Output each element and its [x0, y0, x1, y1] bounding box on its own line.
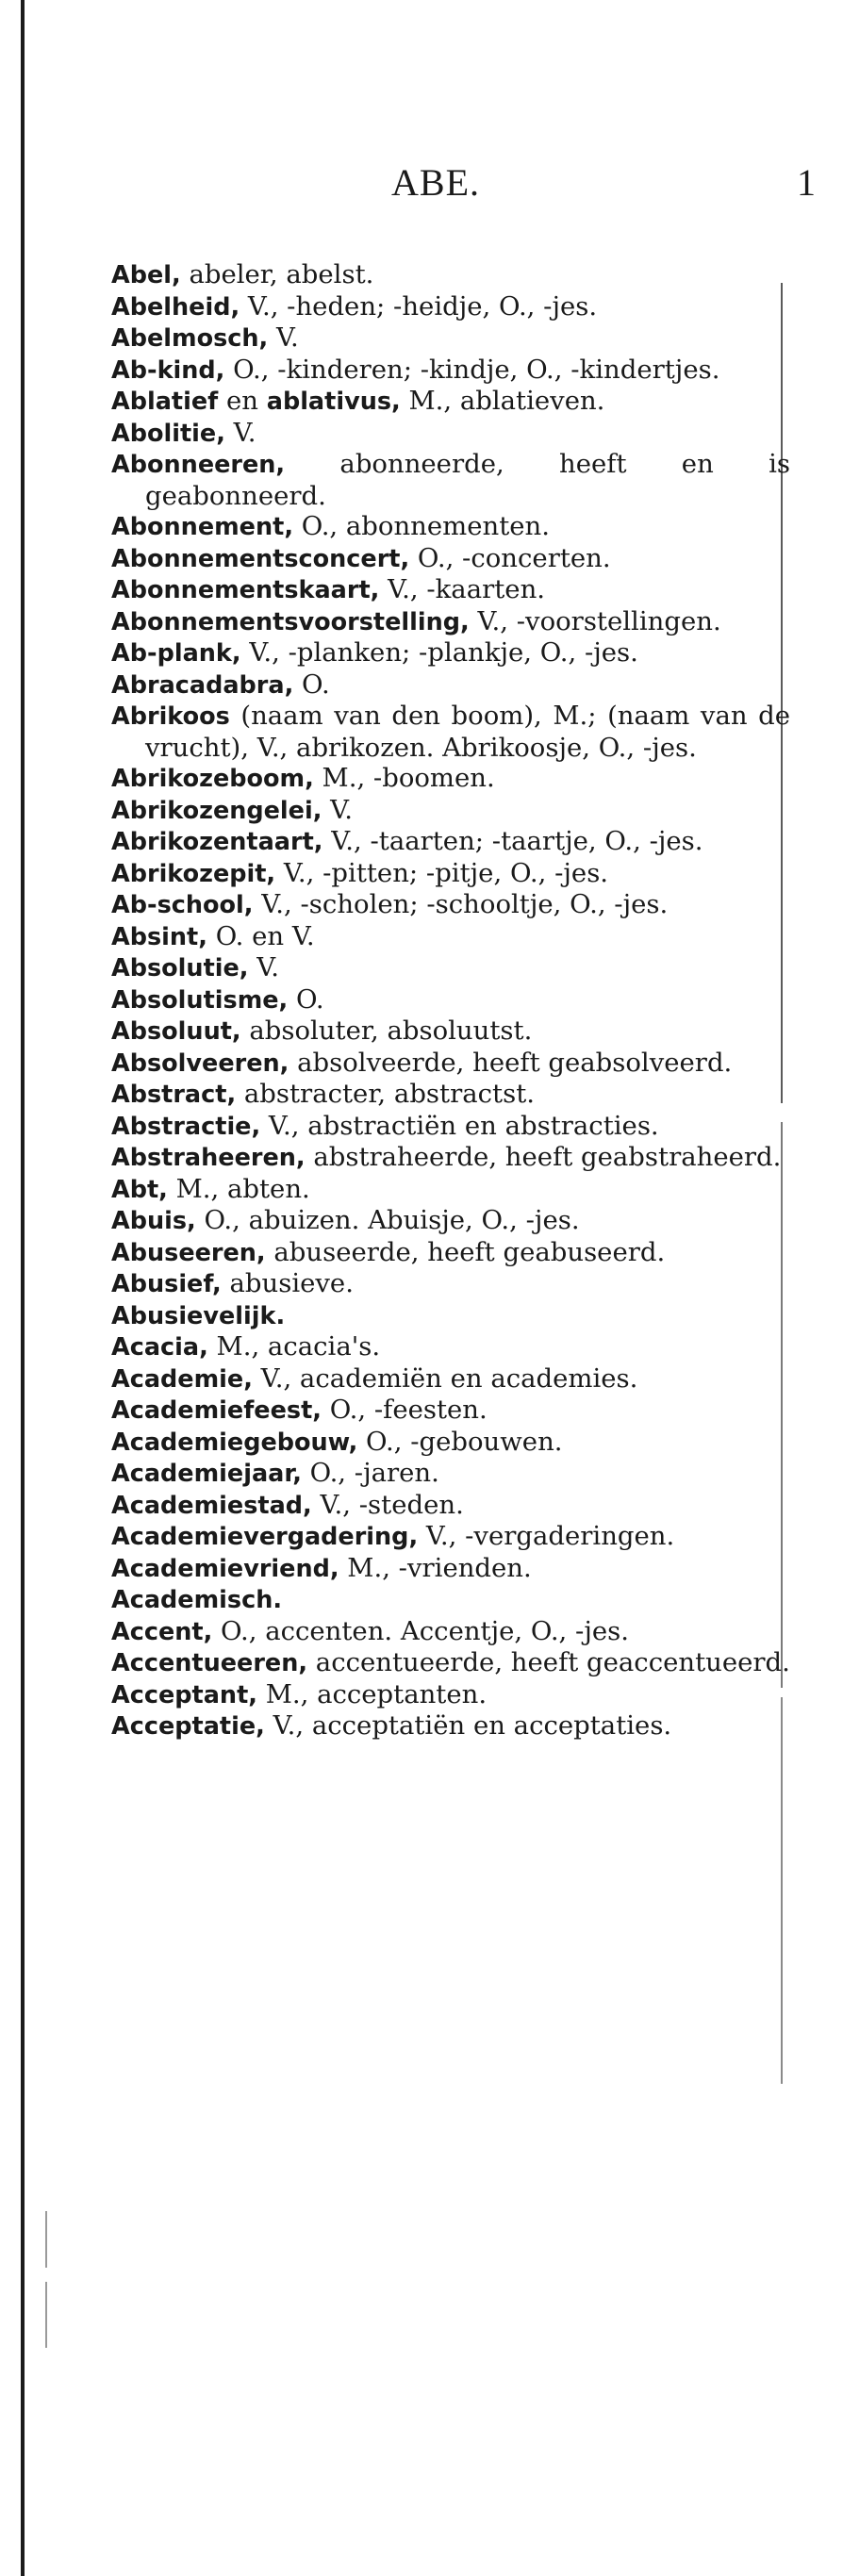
entry-definition: V.	[248, 952, 280, 983]
dictionary-entry	[111, 701, 790, 763]
entry-definition: O. en V.	[207, 920, 315, 951]
entry-definition: V., -taarten; -taartje, O., -jes.	[322, 826, 703, 856]
dictionary-entry	[111, 1616, 790, 1648]
scan-mark	[45, 2282, 47, 2348]
dictionary-entry	[111, 1205, 790, 1237]
entry-headword: Abusief,	[111, 1270, 222, 1298]
dictionary-entry	[111, 858, 790, 890]
entry-headword: Ab-plank,	[111, 639, 241, 668]
entry-definition: V., -voorstellingen.	[469, 605, 721, 636]
running-head: ABE.	[391, 161, 480, 204]
dictionary-entry	[111, 889, 790, 921]
dictionary-entry	[111, 669, 790, 702]
entry-headword: Ablatief	[111, 388, 219, 416]
entry-headword: Abelheid,	[111, 292, 240, 322]
entry-headword: Abrikozentaart,	[111, 828, 323, 856]
entry-headword: Abonnementsvoorstelling,	[111, 607, 470, 636]
dictionary-entry	[111, 795, 790, 827]
dictionary-entry	[111, 1584, 790, 1616]
entry-definition: abuseerde, heeft geabuseerd.	[265, 1236, 666, 1267]
dictionary-entry	[111, 418, 790, 450]
entry-headword: Abonnementsconcert,	[111, 544, 410, 573]
entry-headword: Abstraheeren,	[111, 1144, 306, 1172]
dictionary-entry	[111, 543, 790, 575]
entry-headword: Ab-school,	[111, 891, 254, 919]
dictionary-entry	[111, 1395, 790, 1427]
entry-definition: O., -kinderen; -kindje, O., -kindertjes.	[224, 354, 720, 385]
entry-definition: V., -vergaderingen.	[418, 1521, 675, 1551]
dictionary-entry	[111, 1647, 790, 1679]
entry-headword: ablativus,	[266, 388, 401, 416]
entry-definition: O., -jaren.	[301, 1458, 439, 1488]
entry-definition: V., academiën en academies.	[252, 1362, 638, 1394]
entry-headword: Abstract,	[111, 1081, 237, 1109]
entry-definition: V., -heden; -heidje, O., -jes.	[240, 290, 598, 322]
dictionary-entry	[111, 1237, 790, 1269]
dictionary-entry	[111, 1363, 790, 1395]
entry-definition: absolveerde, heeft geabsolveerd.	[289, 1047, 733, 1078]
entry-headword: Absolveeren,	[111, 1049, 289, 1078]
entry-definition: O.	[293, 669, 330, 700]
entry-headword: Acceptant,	[111, 1680, 257, 1709]
dictionary-entry	[111, 1142, 790, 1174]
dictionary-entry	[111, 984, 790, 1016]
entry-definition: en	[218, 386, 267, 416]
entry-headword: Abonnementskaart,	[111, 576, 380, 604]
entry-definition: O., abuizen. Abuisje, O., -jes.	[195, 1205, 580, 1235]
dictionary-entry	[111, 606, 790, 638]
dictionary-entry	[111, 1268, 790, 1300]
dictionary-entry	[111, 574, 790, 606]
entry-headword: Academiefeest,	[111, 1396, 322, 1425]
dictionary-entries	[111, 259, 790, 1742]
entry-definition: V., -planken; -plankje, O., -jes.	[240, 637, 638, 668]
dictionary-entry	[111, 1490, 790, 1522]
dictionary-entry	[111, 637, 790, 669]
entry-headword: Absint,	[111, 922, 207, 951]
entry-headword: Abusievelijk.	[111, 1301, 286, 1330]
dictionary-entry	[111, 1111, 790, 1143]
entry-headword: Absolutie,	[111, 954, 249, 983]
entry-definition: V.	[268, 322, 299, 353]
dictionary-entry	[111, 1710, 790, 1742]
dictionary-entry	[111, 1458, 790, 1490]
dictionary-entry	[111, 1679, 790, 1711]
entry-definition: O., accenten. Accentje, O., -jes.	[212, 1615, 629, 1646]
entry-headword: Acacia,	[111, 1333, 208, 1362]
dictionary-entry	[111, 322, 790, 355]
entry-definition: absoluter, absoluutst.	[240, 1016, 533, 1046]
dictionary-entry	[111, 1016, 790, 1048]
entry-definition: abstraheerde, heeft geabstraheerd.	[305, 1142, 782, 1172]
entry-headword: Academievergadering,	[111, 1523, 419, 1551]
entry-headword: Abrikozengelei,	[111, 796, 322, 825]
entry-headword: Accentueeren,	[111, 1649, 308, 1677]
entry-headword: Ab-kind,	[111, 355, 225, 385]
dictionary-entry	[111, 921, 790, 953]
entry-definition: M., -vrienden.	[339, 1552, 532, 1583]
dictionary-entry	[111, 826, 790, 858]
entry-headword: Abel,	[111, 261, 181, 289]
dictionary-entry	[111, 1553, 790, 1585]
entry-headword: Abrikozeboom,	[111, 765, 314, 793]
entry-definition: O., -concerten.	[409, 542, 611, 573]
dictionary-entry	[111, 291, 790, 323]
entry-definition: O., -feesten.	[321, 1395, 488, 1425]
right-margin-rule-bottom	[781, 1697, 783, 2084]
page-number: 1	[797, 161, 816, 204]
dictionary-entry	[111, 1048, 790, 1080]
entry-definition: O., -gebouwen.	[357, 1426, 563, 1457]
entry-headword: Abonneeren,	[111, 451, 286, 479]
dictionary-entry	[111, 449, 790, 511]
entry-definition: M., acacia's.	[207, 1331, 381, 1362]
entry-definition: abeler, abelst.	[180, 259, 374, 289]
entry-headword: Abonnement,	[111, 513, 294, 541]
entry-definition: V., acceptatiën en acceptaties.	[264, 1710, 672, 1741]
scan-mark	[45, 2211, 47, 2268]
entry-definition: V.	[224, 417, 256, 448]
entry-headword: Absolutisme,	[111, 985, 289, 1015]
entry-definition: V., abstractiën en abstracties.	[260, 1110, 659, 1141]
entry-headword: Absoluut,	[111, 1017, 241, 1046]
dictionary-entry	[111, 763, 790, 795]
entry-definition: M., acceptanten.	[256, 1678, 488, 1709]
entry-headword: Academiestad,	[111, 1491, 312, 1520]
entry-headword: Abolitie,	[111, 419, 225, 448]
entry-headword: Abuis,	[111, 1207, 196, 1235]
entry-definition: O., abonnementen.	[293, 511, 551, 541]
dictionary-entry	[111, 511, 790, 543]
entry-headword: Abrikozepit,	[111, 859, 276, 888]
dictionary-entry	[111, 1079, 790, 1111]
entry-headword: Abuseeren,	[111, 1238, 266, 1267]
dictionary-entry	[111, 952, 790, 984]
entry-headword: Academiejaar,	[111, 1460, 302, 1488]
entry-headword: Academisch.	[111, 1586, 283, 1614]
entry-definition: O.	[288, 983, 324, 1015]
entry-headword: Abrikoos	[111, 702, 230, 731]
entry-definition: V., -scholen; -schooltje, O., -jes.	[253, 889, 669, 919]
entry-headword: Academievriend,	[111, 1554, 339, 1583]
dictionary-entry	[111, 1427, 790, 1459]
entry-definition: V., -steden.	[311, 1489, 464, 1520]
entry-headword: Abstractie,	[111, 1112, 261, 1141]
entry-definition: M., -boomen.	[313, 763, 495, 793]
entry-definition: V., -kaarten.	[379, 574, 546, 604]
left-margin-rule	[21, 0, 25, 2576]
dictionary-entry	[111, 1521, 790, 1553]
entry-headword: Academiegebouw,	[111, 1428, 358, 1457]
entry-headword: Accent,	[111, 1617, 213, 1646]
entry-definition: V.	[322, 794, 353, 825]
dictionary-entry	[111, 386, 790, 418]
dictionary-entry	[111, 355, 790, 387]
entry-headword: Academie,	[111, 1364, 253, 1394]
entry-definition: M., ablatieven.	[400, 386, 605, 416]
entry-headword: Abracadabra,	[111, 670, 294, 700]
entry-definition: abonneerde, heeft en is geabonneerd.	[145, 449, 790, 511]
page-header	[0, 160, 843, 217]
entry-definition: accentueerde, heeft geaccentueerd.	[307, 1647, 790, 1677]
entry-definition: M., abten.	[167, 1173, 310, 1204]
dictionary-entry	[111, 259, 790, 291]
dictionary-entry	[111, 1300, 790, 1332]
entry-definition: abusieve.	[221, 1268, 354, 1298]
entry-headword: Abelmosch,	[111, 324, 269, 353]
dictionary-entry	[111, 1174, 790, 1206]
dictionary-entry	[111, 1331, 790, 1363]
entry-definition: V., -pitten; -pitje, O., -jes.	[275, 857, 609, 888]
entry-headword: Acceptatie,	[111, 1712, 265, 1741]
entry-definition: abstracter, abstractst.	[236, 1079, 535, 1109]
entry-headword: Abt,	[111, 1175, 168, 1204]
entry-definition: (naam van den boom), M.; (naam van de vrucht), V., abrikozen. Abrikoosje, O., -jes.	[145, 701, 790, 763]
